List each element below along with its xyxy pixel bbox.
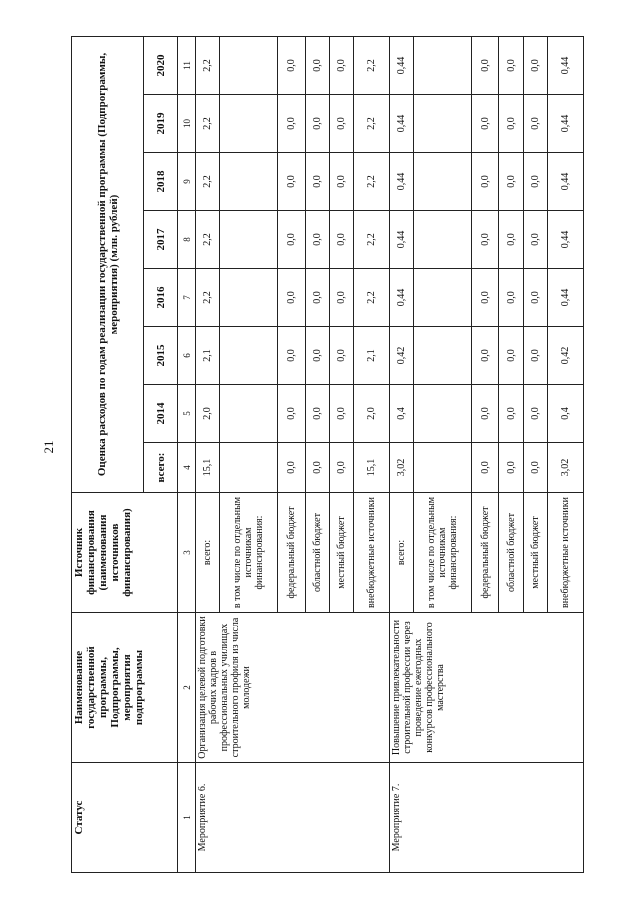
- year-value-cell: 0,0: [329, 327, 353, 385]
- total-value-cell: 15,1: [353, 443, 389, 493]
- header-total: всего:: [144, 443, 178, 493]
- measure-name-cell: Повышение привлекательности строительной профессии через проведение ежегодных конкурсов профессионального мастерства: [389, 613, 583, 763]
- year-value-cell: 2,0: [196, 385, 220, 443]
- year-value-cell: [414, 153, 472, 211]
- year-value-cell: 2,2: [196, 95, 220, 153]
- column-number: 4: [178, 443, 196, 493]
- year-value-cell: 0,0: [472, 211, 499, 269]
- column-number-row: [178, 36, 196, 872]
- year-value-cell: 0,0: [472, 385, 499, 443]
- year-value-cell: 0,0: [278, 36, 305, 94]
- year-value-cell: [414, 36, 472, 94]
- funding-source-cell: местный бюджет: [523, 493, 547, 613]
- year-value-cell: 2,0: [353, 385, 389, 443]
- year-value-cell: 0,0: [523, 36, 547, 94]
- year-value-cell: 0,0: [499, 36, 523, 94]
- year-value-cell: 2,2: [353, 95, 389, 153]
- year-value-cell: 0,0: [499, 327, 523, 385]
- status-cell: Мероприятие 6.: [196, 763, 390, 873]
- year-value-cell: 0,0: [278, 269, 305, 327]
- table-row: [389, 36, 413, 872]
- year-value-cell: 0,0: [278, 327, 305, 385]
- year-value-cell: 0,0: [305, 327, 329, 385]
- column-number: 2: [178, 613, 196, 763]
- funding-source-cell: всего:: [196, 493, 220, 613]
- header-year: 2015: [144, 327, 178, 385]
- year-value-cell: 0,0: [305, 269, 329, 327]
- year-value-cell: 0,0: [523, 269, 547, 327]
- funding-source-cell: федеральный бюджет: [472, 493, 499, 613]
- total-value-cell: [220, 443, 278, 493]
- year-value-cell: 0,0: [305, 153, 329, 211]
- funding-source-cell: областной бюджет: [499, 493, 523, 613]
- total-value-cell: 0,0: [499, 443, 523, 493]
- year-value-cell: 0,0: [305, 36, 329, 94]
- total-value-cell: 0,0: [523, 443, 547, 493]
- year-value-cell: 0,0: [472, 36, 499, 94]
- header-source: Источник финансирования (наименования источников финансирования): [72, 493, 178, 613]
- financing-table: [71, 36, 584, 873]
- year-value-cell: 0,0: [329, 385, 353, 443]
- year-value-cell: 0,4: [389, 385, 413, 443]
- header-year: 2014: [144, 385, 178, 443]
- table-row: [196, 36, 220, 872]
- year-value-cell: [220, 153, 278, 211]
- year-value-cell: 0,0: [499, 269, 523, 327]
- year-value-cell: 0,0: [472, 327, 499, 385]
- year-value-cell: 0,0: [523, 385, 547, 443]
- year-value-cell: 2,2: [196, 211, 220, 269]
- total-value-cell: 15,1: [196, 443, 220, 493]
- year-value-cell: 0,44: [547, 269, 583, 327]
- column-number: 5: [178, 385, 196, 443]
- year-value-cell: 2,1: [196, 327, 220, 385]
- funding-source-cell: внебюджетные источники: [547, 493, 583, 613]
- header-name: Наименование государственной программы, Подпрограммы, мероприятия подпрограммы: [72, 613, 178, 763]
- year-value-cell: 2,2: [353, 36, 389, 94]
- column-number: 6: [178, 327, 196, 385]
- year-value-cell: 0,4: [547, 385, 583, 443]
- year-value-cell: 2,2: [196, 269, 220, 327]
- total-value-cell: 3,02: [547, 443, 583, 493]
- year-value-cell: 0,0: [329, 269, 353, 327]
- year-value-cell: 0,0: [523, 95, 547, 153]
- year-value-cell: [414, 385, 472, 443]
- header-status: Статус: [72, 763, 178, 873]
- funding-source-cell: внебюджетные источники: [353, 493, 389, 613]
- table-body: [196, 36, 584, 872]
- header-year: 2018: [144, 153, 178, 211]
- rotated-table-container: [71, 37, 584, 873]
- column-number: 1: [178, 763, 196, 873]
- column-number: 11: [178, 36, 196, 94]
- page-number: 21: [41, 440, 56, 454]
- year-value-cell: 0,0: [278, 385, 305, 443]
- year-value-cell: 0,0: [499, 385, 523, 443]
- year-value-cell: 0,0: [278, 153, 305, 211]
- year-value-cell: [414, 269, 472, 327]
- year-value-cell: 0,0: [305, 385, 329, 443]
- year-value-cell: 0,44: [547, 36, 583, 94]
- year-value-cell: 0,0: [305, 211, 329, 269]
- column-number: 9: [178, 153, 196, 211]
- year-value-cell: [220, 211, 278, 269]
- year-value-cell: [414, 327, 472, 385]
- column-number: 10: [178, 95, 196, 153]
- status-cell: Мероприятие 7.: [389, 763, 583, 873]
- year-value-cell: 0,44: [389, 95, 413, 153]
- year-value-cell: 0,44: [389, 36, 413, 94]
- year-value-cell: 0,0: [329, 211, 353, 269]
- year-value-cell: 0,44: [389, 211, 413, 269]
- year-value-cell: 0,0: [472, 95, 499, 153]
- year-value-cell: 0,44: [547, 211, 583, 269]
- funding-source-cell: в том числе по отдельным источникам финансирования:: [220, 493, 278, 613]
- year-value-cell: 2,2: [353, 269, 389, 327]
- year-value-cell: 0,0: [523, 327, 547, 385]
- year-value-cell: [414, 95, 472, 153]
- total-value-cell: 3,02: [389, 443, 413, 493]
- year-value-cell: 0,0: [523, 153, 547, 211]
- header-estimate: Оценка расходов по годам реализации государственной программы (Подпрограммы, мероприятия) (млн. рублей): [72, 36, 144, 492]
- year-value-cell: 0,44: [389, 269, 413, 327]
- year-value-cell: 2,2: [196, 36, 220, 94]
- year-value-cell: 0,0: [499, 211, 523, 269]
- header-year: 2016: [144, 269, 178, 327]
- total-value-cell: 0,0: [305, 443, 329, 493]
- year-value-cell: 0,0: [472, 269, 499, 327]
- year-value-cell: 0,42: [389, 327, 413, 385]
- year-value-cell: 0,0: [499, 95, 523, 153]
- year-value-cell: 0,0: [278, 211, 305, 269]
- year-value-cell: 0,0: [329, 153, 353, 211]
- total-value-cell: 0,0: [472, 443, 499, 493]
- year-value-cell: 0,44: [547, 95, 583, 153]
- year-value-cell: 2,1: [353, 327, 389, 385]
- funding-source-cell: всего:: [389, 493, 413, 613]
- header-year: 2017: [144, 211, 178, 269]
- year-value-cell: 0,0: [305, 95, 329, 153]
- year-value-cell: 0,44: [389, 153, 413, 211]
- total-value-cell: 0,0: [329, 443, 353, 493]
- year-value-cell: [220, 327, 278, 385]
- funding-source-cell: местный бюджет: [329, 493, 353, 613]
- column-number: 8: [178, 211, 196, 269]
- total-value-cell: 0,0: [278, 443, 305, 493]
- column-number: 7: [178, 269, 196, 327]
- funding-source-cell: областной бюджет: [305, 493, 329, 613]
- year-value-cell: 0,0: [499, 153, 523, 211]
- total-value-cell: [414, 443, 472, 493]
- header-year: 2019: [144, 95, 178, 153]
- year-value-cell: 2,2: [353, 153, 389, 211]
- year-value-cell: 0,0: [472, 153, 499, 211]
- year-value-cell: [220, 269, 278, 327]
- year-value-cell: 0,0: [329, 95, 353, 153]
- year-value-cell: 0,0: [278, 95, 305, 153]
- column-number: 3: [178, 493, 196, 613]
- year-value-cell: [220, 385, 278, 443]
- measure-name-cell: Организация целевой подготовки рабочих кадров в профессиональных училищах строительного профиля из числа молодежи: [196, 613, 390, 763]
- year-value-cell: 0,0: [329, 36, 353, 94]
- year-value-cell: [220, 36, 278, 94]
- year-value-cell: [414, 211, 472, 269]
- year-value-cell: [220, 95, 278, 153]
- funding-source-cell: в том числе по отдельным источникам финансирования:: [414, 493, 472, 613]
- year-value-cell: 0,42: [547, 327, 583, 385]
- year-value-cell: 0,0: [523, 211, 547, 269]
- year-value-cell: 2,2: [353, 211, 389, 269]
- year-value-cell: 0,44: [547, 153, 583, 211]
- year-value-cell: 2,2: [196, 153, 220, 211]
- header-year: 2020: [144, 36, 178, 94]
- funding-source-cell: федеральный бюджет: [278, 493, 305, 613]
